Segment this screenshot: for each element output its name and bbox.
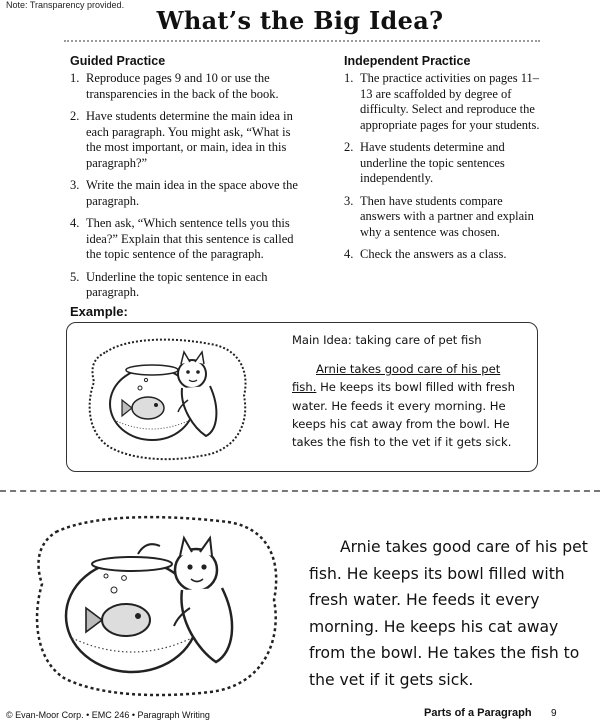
cat-and-fishbowl-illustration bbox=[84, 334, 254, 462]
main-idea-line: Main Idea: taking care of pet fish bbox=[292, 333, 482, 347]
list-item bbox=[344, 71, 544, 133]
step-number: 1. bbox=[344, 71, 354, 85]
topic-sentence: Arnie takes good care of his pet fish. bbox=[292, 362, 501, 395]
step-number: 2. bbox=[70, 109, 80, 123]
section-title: Parts of a Paragraph bbox=[424, 707, 532, 719]
list-item bbox=[70, 270, 300, 301]
step-number: 3. bbox=[70, 178, 80, 192]
guided-practice-list bbox=[70, 71, 300, 308]
example-paragraph bbox=[292, 360, 528, 451]
worksheet-paragraph: Arnie takes good care of his pet fish. He keeps its bowl filled with fresh water. He feeds it every morning. He keeps his cat away from the bowl. He takes the fish to the vet if it gets sick. bbox=[309, 538, 588, 689]
step-text: Write the main idea in the space above the paragraph. bbox=[86, 178, 298, 208]
step-number: 3. bbox=[344, 193, 354, 208]
list-item bbox=[344, 140, 544, 187]
step-text: Then ask, “Which sentence tells you this idea?” Explain that this sentence is called the topic sentence of the paragraph. bbox=[86, 216, 294, 261]
step-text: Have students determine and underline the topic sentences independently. bbox=[360, 140, 505, 185]
step-number: 2. bbox=[344, 140, 354, 154]
supporting-sentences: He keeps its bowl filled with fresh water. He feeds it every morning. He keeps his cat away from the bowl. He takes the fish to the vet if it gets sick. bbox=[292, 380, 515, 450]
title-divider bbox=[64, 40, 540, 42]
step-text: Check the answers as a class. bbox=[360, 247, 507, 261]
step-number: 4. bbox=[70, 216, 80, 230]
independent-practice-list bbox=[344, 71, 544, 270]
cut-line bbox=[0, 490, 600, 492]
list-item bbox=[70, 178, 300, 209]
copyright-line: © Evan-Moor Corp. • EMC 246 • Paragraph Writing bbox=[6, 710, 210, 720]
list-item bbox=[344, 247, 544, 263]
transparency-note: Note: Transparency provided. bbox=[6, 0, 125, 10]
step-number: 1. bbox=[70, 71, 80, 85]
page-number: 9 bbox=[551, 708, 557, 719]
list-item bbox=[344, 194, 544, 241]
example-label: Example: bbox=[70, 304, 128, 319]
step-text: The practice activities on pages 11–13 are scaffolded by degree of difficulty. Select and reproduce the appropriate pages for your students. bbox=[360, 71, 540, 132]
list-item bbox=[70, 109, 300, 171]
step-text: Reproduce pages 9 and 10 or use the transparencies in the back of the book. bbox=[86, 71, 279, 101]
step-text: Underline the topic sentence in each paragraph. bbox=[86, 269, 268, 299]
page-title: What’s the Big Idea? bbox=[156, 6, 444, 35]
step-text: Have students determine the main idea in each paragraph. You might ask, “What is the most important, or main, idea in this paragraph?” bbox=[86, 109, 293, 170]
list-item bbox=[70, 216, 300, 263]
step-number: 5. bbox=[70, 269, 80, 284]
step-number: 4. bbox=[344, 247, 354, 261]
guided-practice-heading: Guided Practice bbox=[70, 54, 166, 68]
list-item bbox=[70, 71, 300, 102]
step-text: Then have students compare answers with a partner and explain why a sentence was chosen. bbox=[360, 193, 534, 239]
cat-and-fishbowl-illustration bbox=[28, 510, 286, 698]
independent-practice-heading: Independent Practice bbox=[344, 54, 471, 68]
